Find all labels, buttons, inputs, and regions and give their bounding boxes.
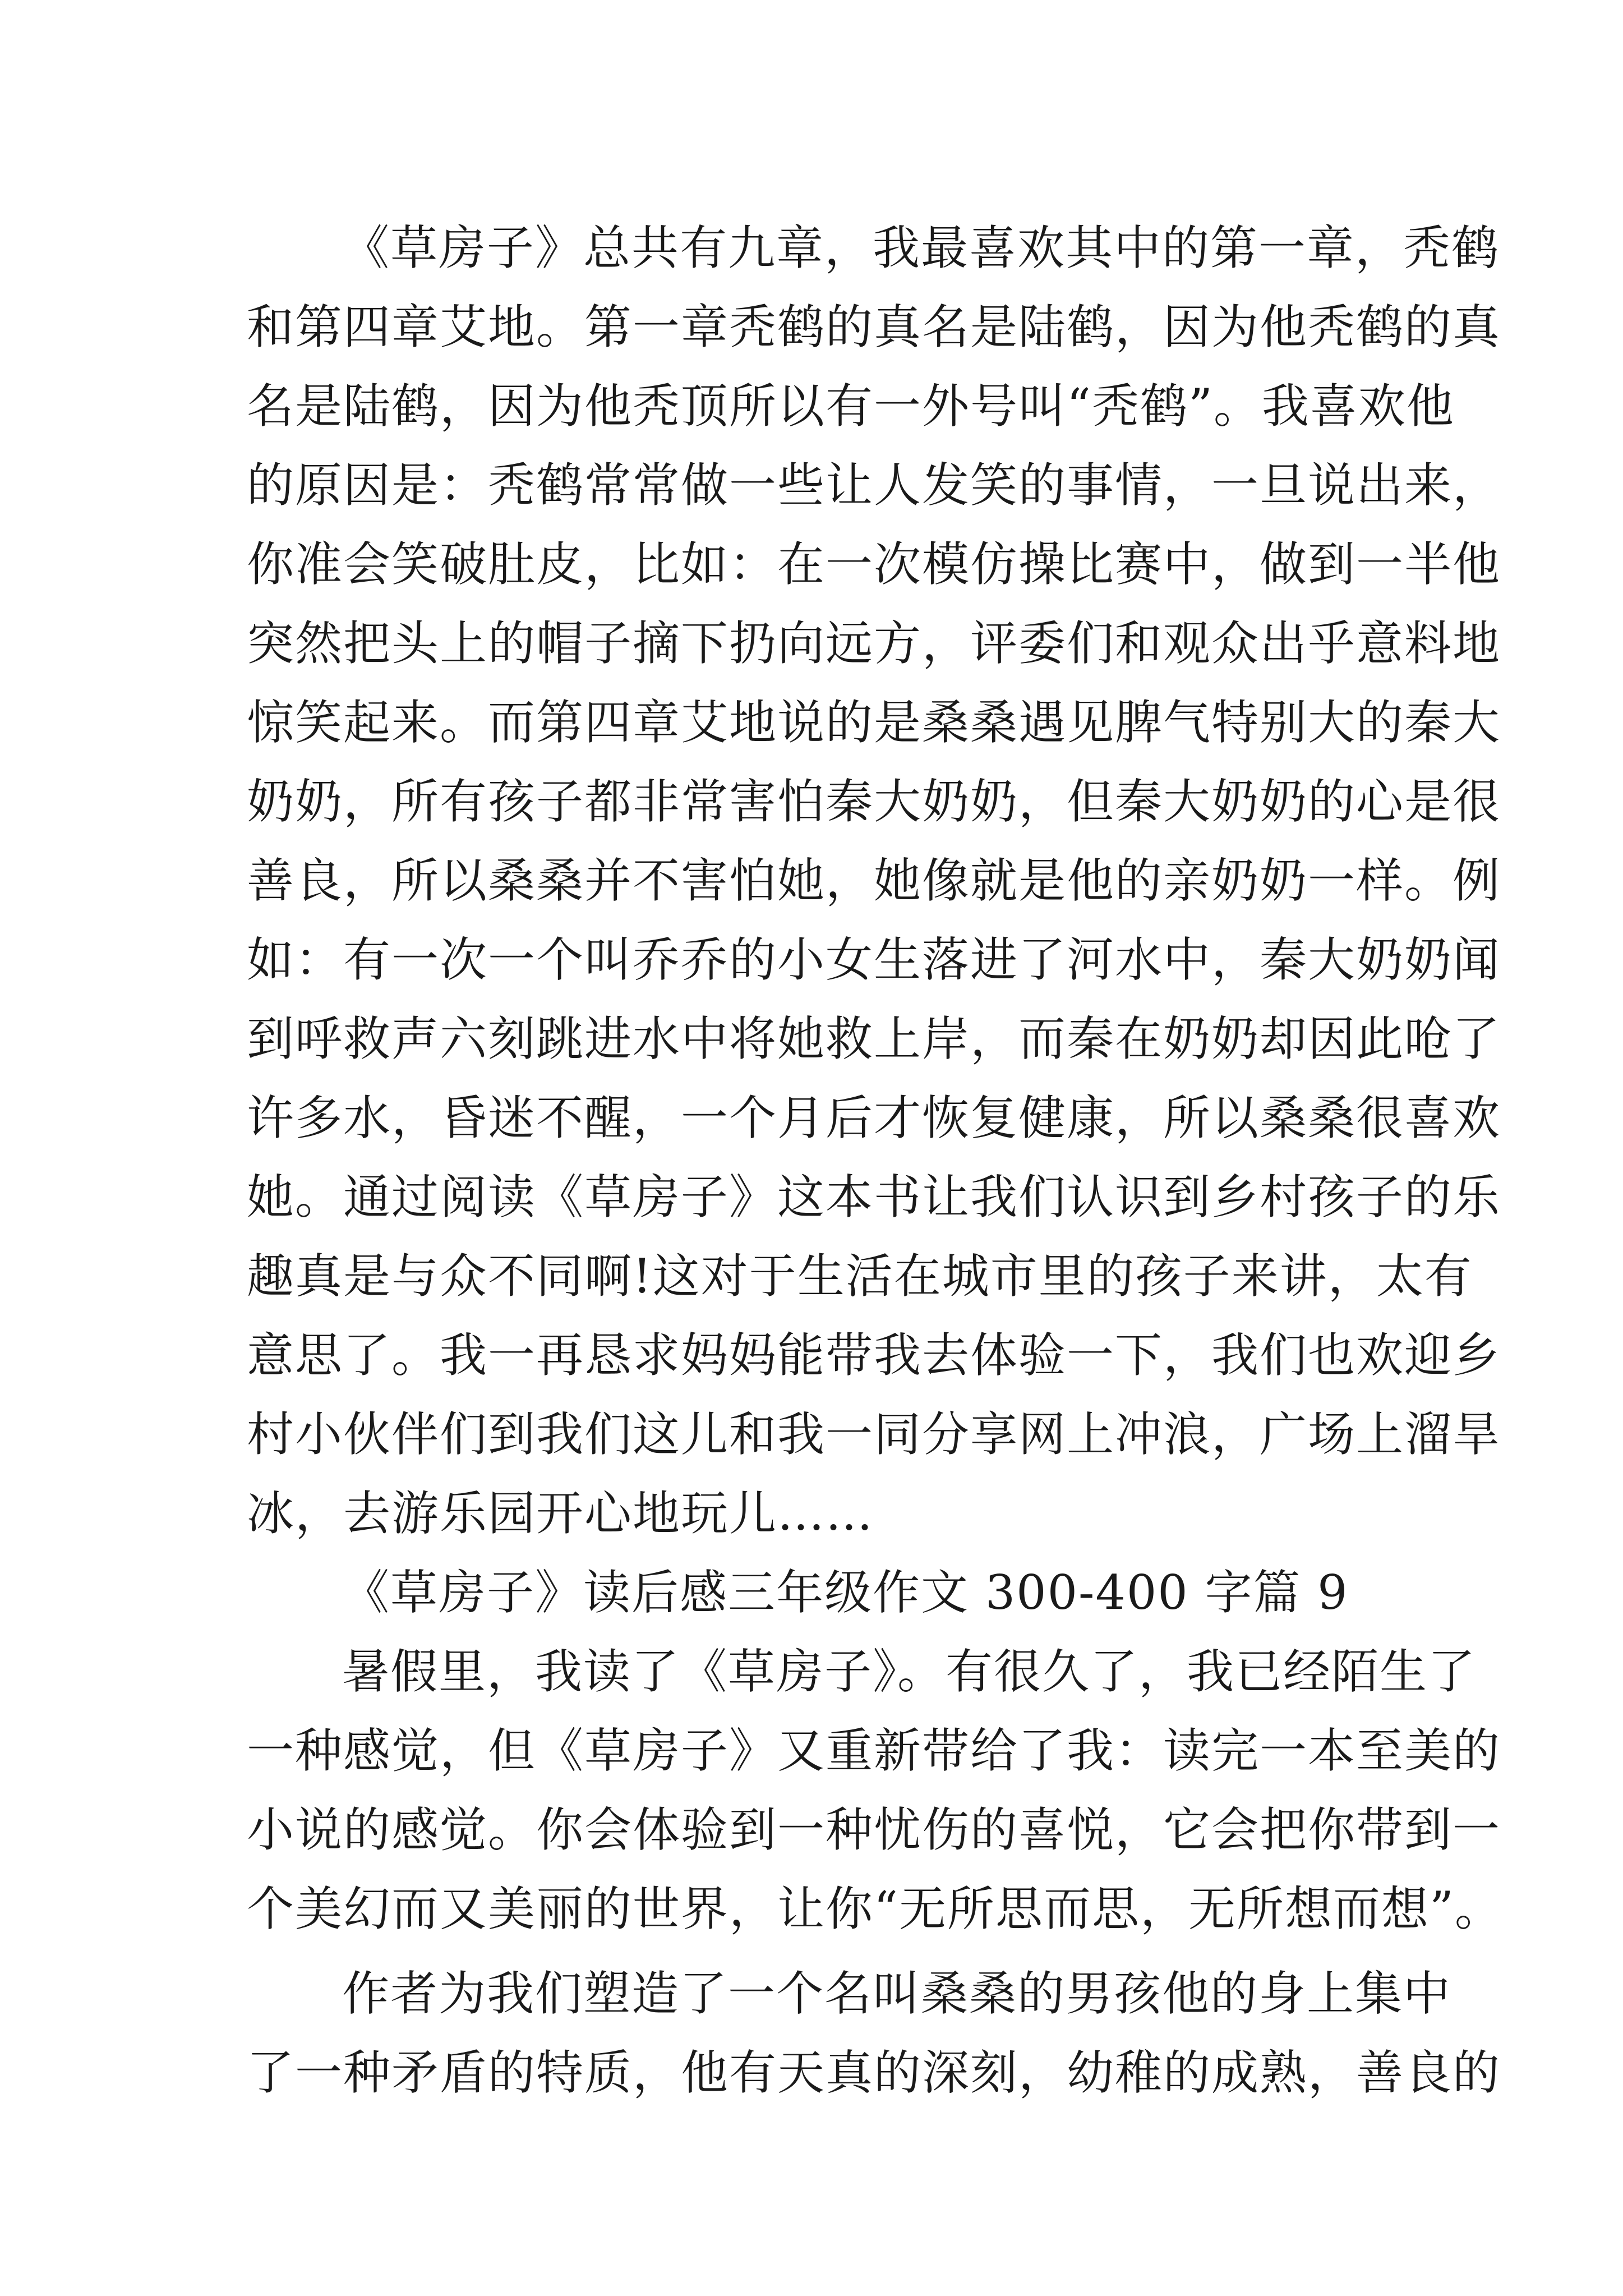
text-line: 趣真是与众不同啊!这对于生活在城市里的孩子来讲，太有 — [247, 1249, 1473, 1304]
text-line: 善良，所以桑桑并不害怕她，她像就是他的亲奶奶一样。例 — [247, 853, 1501, 908]
text-line: 个美幻而又美丽的世界，让你“无所思而思，无所想而想”。 — [247, 1881, 1503, 1936]
text-line: 的原因是：秃鹤常常做一些让人发笑的事情，一旦说出来， — [247, 458, 1501, 513]
text-line: 你准会笑破肚皮，比如：在一次模仿操比赛中，做到一半他 — [247, 537, 1501, 592]
text-line: 惊笑起来。而第四章艾地说的是桑桑遇见脾气特别大的秦大 — [247, 695, 1501, 750]
text-line: 作者为我们塑造了一个名叫桑桑的男孩他的身上集中 — [342, 1966, 1452, 2021]
paragraph-2 — [247, 1632, 1503, 1949]
text-line: 突然把头上的帽子摘下扔向远方，评委们和观众出乎意料地 — [247, 616, 1501, 671]
text-line: 到呼救声六刻跳进水中将她救上岸，而秦在奶奶却因此呛了 — [247, 1011, 1501, 1066]
text-line: 奶奶，所有孩子都非常害怕秦大奶奶，但秦大奶奶的心是很 — [247, 774, 1501, 829]
text-line: 暑假里，我读了《草房子》。有很久了，我已经陌生了 — [342, 1644, 1477, 1699]
text-line: 冰，去游乐园开心地玩儿…… — [247, 1486, 874, 1541]
text-line: 如：有一次一个叫乔乔的小女生落进了河水中，秦大奶奶闻 — [247, 932, 1501, 987]
text-line: 了一种矛盾的特质，他有天真的深刻，幼稚的成熟，善良的 — [247, 2045, 1501, 2100]
text-line: 意思了。我一再恳求妈妈能带我去体验一下，我们也欢迎乡 — [247, 1328, 1501, 1383]
text-line: 她。通过阅读《草房子》这本书让我们认识到乡村孩子的乐 — [247, 1170, 1501, 1225]
text-line: 小说的感觉。你会体验到一种忧伤的喜悦，它会把你带到一 — [247, 1802, 1501, 1857]
paragraph-3 — [247, 1954, 1501, 2113]
text-line: 许多水，昏迷不醒，一个月后才恢复健康，所以桑桑很喜欢 — [247, 1091, 1501, 1145]
section-heading-block — [247, 1553, 1391, 1632]
text-line: 村小伙伴们到我们这儿和我一同分享网上冲浪，广场上溜旱 — [247, 1407, 1501, 1462]
paragraph-1 — [247, 209, 1501, 1553]
text-line: 名是陆鹤，因为他秃顶所以有一外号叫“秃鹤”。我喜欢他 — [247, 379, 1455, 434]
text-line: 和第四章艾地。第一章秃鹤的真名是陆鹤，因为他秃鹤的真 — [247, 300, 1501, 355]
section-heading: 《草房子》读后感三年级作文 300-400 字篇 9 — [342, 1565, 1349, 1620]
text-line: 一种感觉，但《草房子》又重新带给了我：读完一本至美的 — [247, 1723, 1501, 1778]
text-line: 《草房子》总共有九章，我最喜欢其中的第一章，秃鹤 — [342, 220, 1500, 275]
